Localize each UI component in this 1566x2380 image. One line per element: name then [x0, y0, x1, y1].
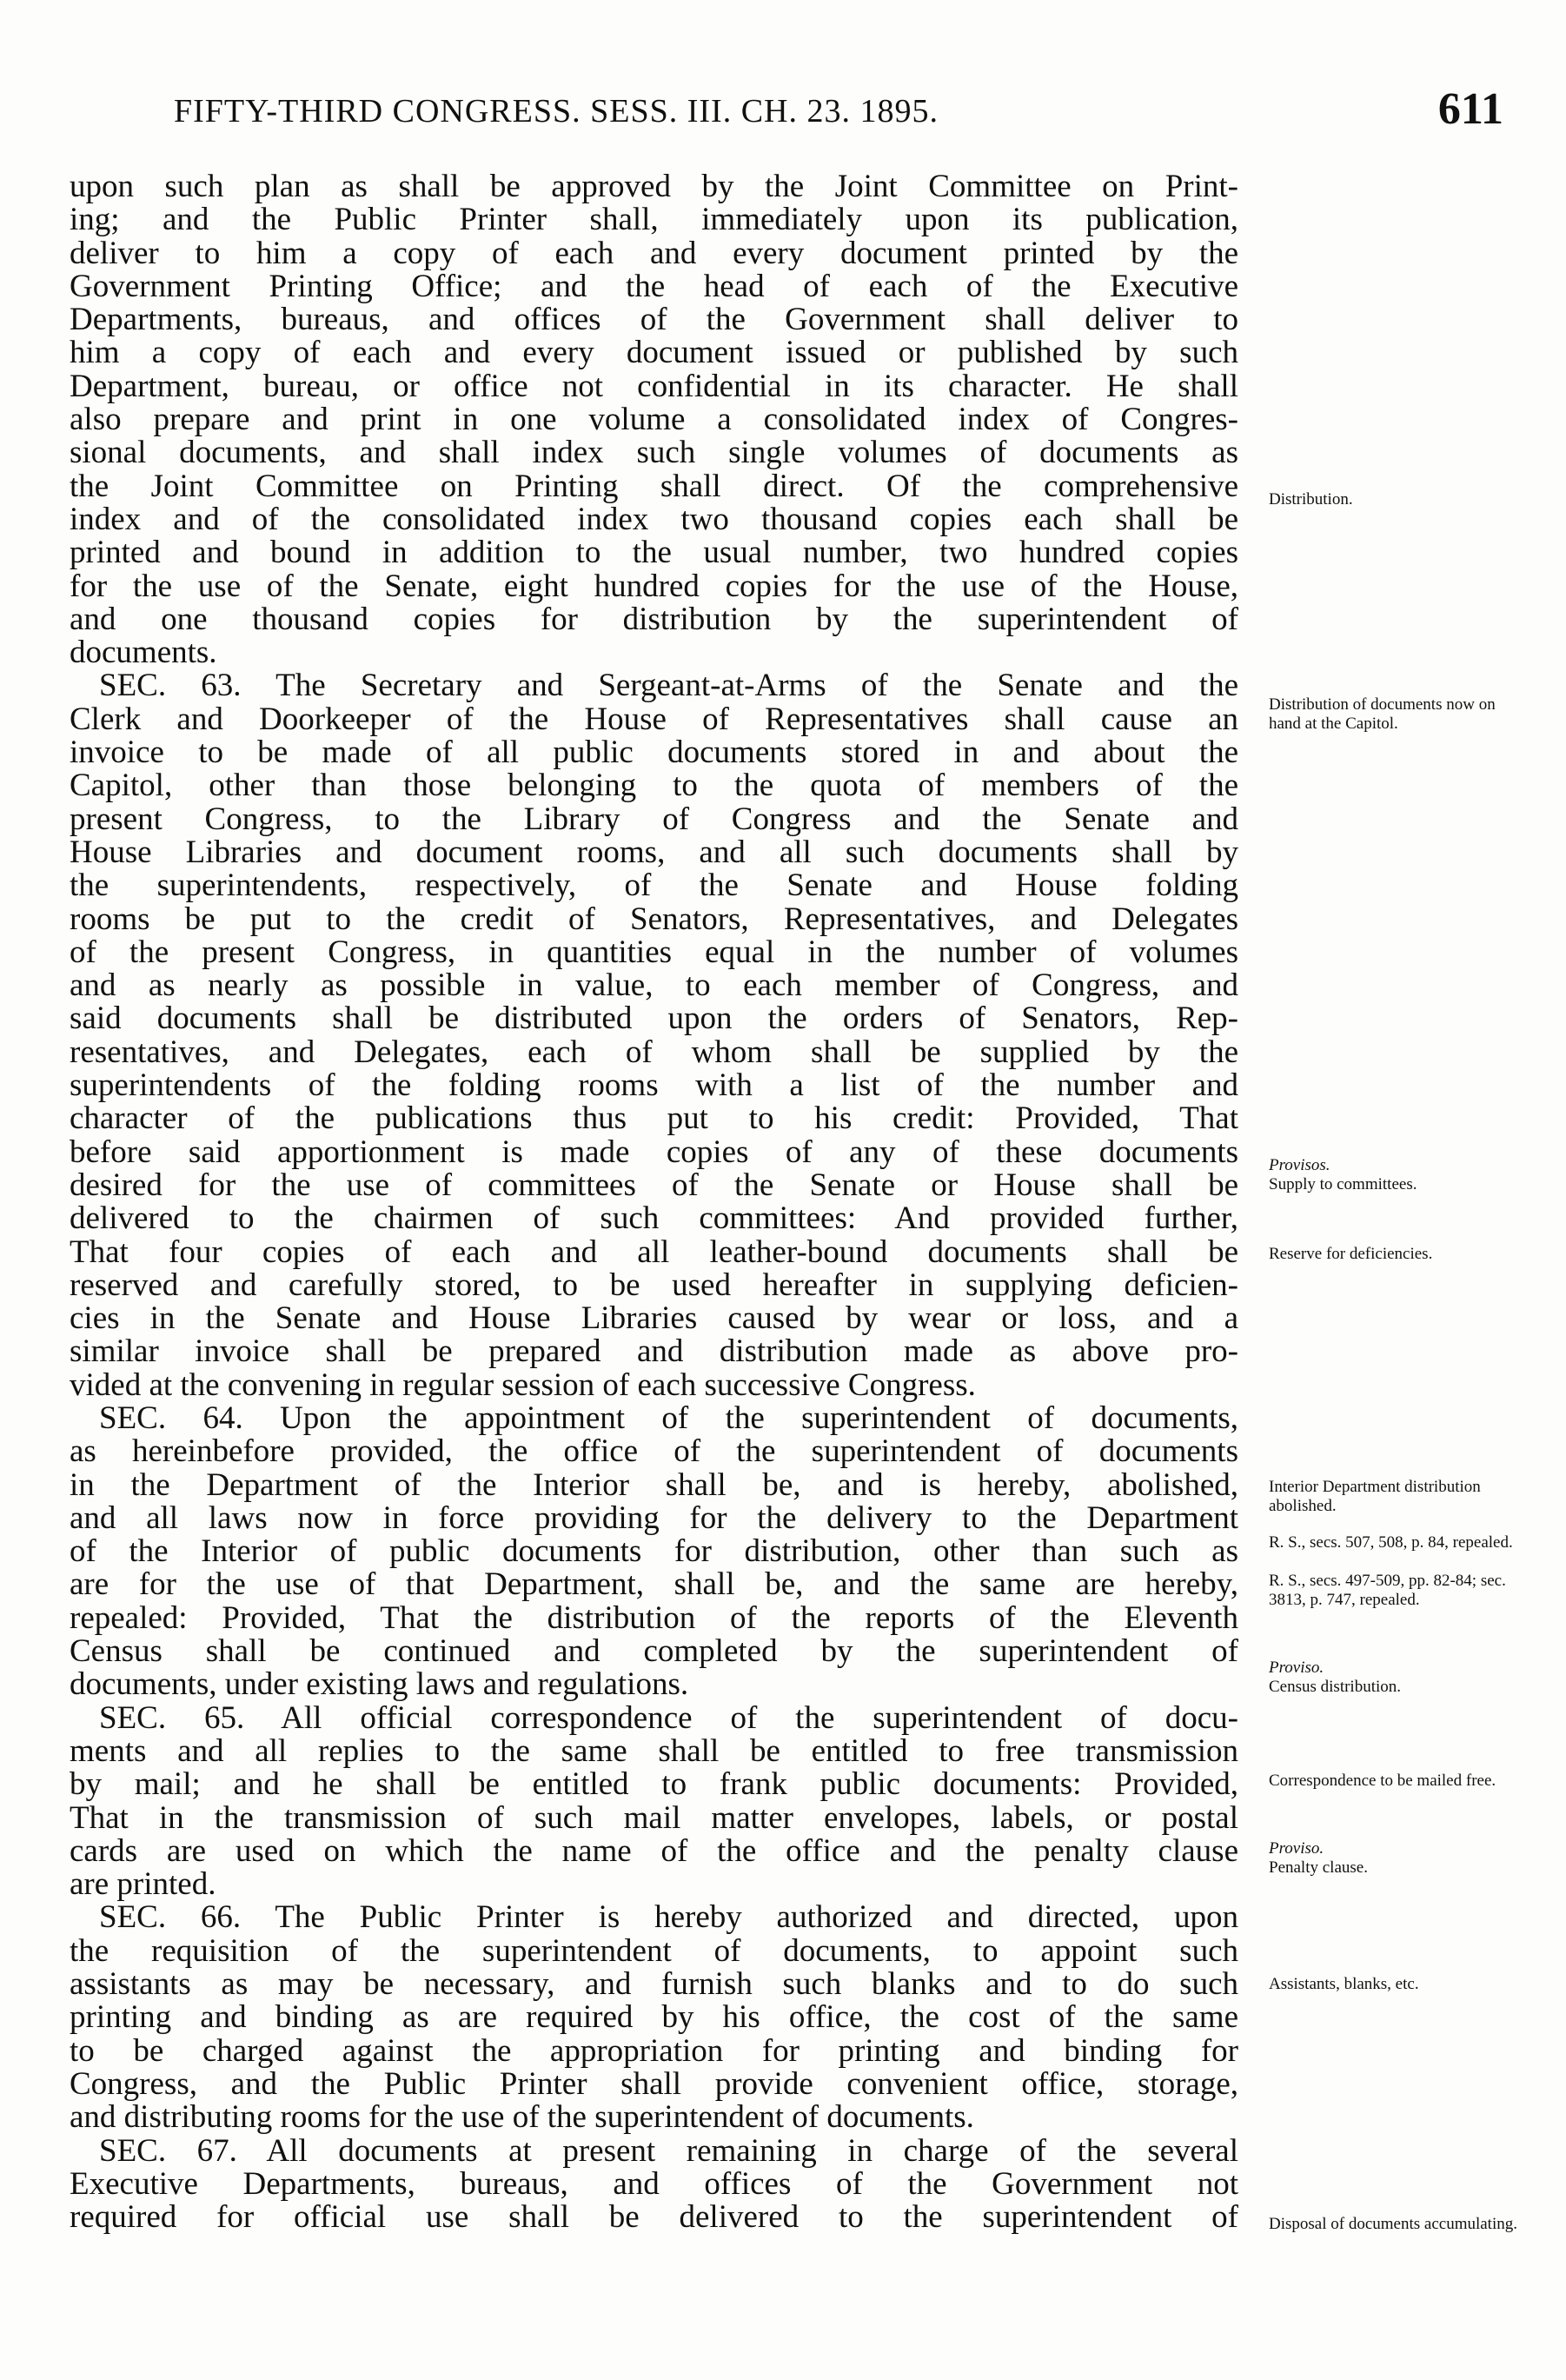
text-line: the Joint Committee on Printing shall direct. Of the comprehensive [70, 469, 1238, 503]
text-line: That in the transmission of such mail matter envelopes, labels, or postal [70, 1801, 1238, 1835]
margin-note-assistants: Assistants, blanks, etc. [1269, 1975, 1419, 1993]
text-line: and all laws now in force providing for the delivery to the Department [70, 1501, 1238, 1536]
text-line: him a copy of each and every document issued or published by such [70, 336, 1238, 370]
text-line: rooms be put to the credit of Senators, Representatives, and Delegates [70, 902, 1238, 936]
text-line: Clerk and Doorkeeper of the House of Representatives shall cause an [70, 702, 1238, 737]
margin-note-proviso: Proviso. [1269, 1659, 1324, 1677]
text-line: Government Printing Office; and the head of each of the Executive [70, 269, 1238, 304]
margin-note-census: Census distribution. [1269, 1678, 1402, 1696]
text-line: and one thousand copies for distribution by the superintendent of [70, 602, 1238, 637]
margin-note-provisos: Provisos. [1269, 1156, 1330, 1174]
margin-note-reserve: Reserve for deficiencies. [1269, 1245, 1433, 1263]
margin-note-distribution-capitol: Distribution of documents now on hand at the Capitol. [1269, 695, 1496, 733]
section-67-start: SEC. 67. All documents at present remaining in charge of the several [99, 2134, 1238, 2168]
text-line: present Congress, to the Library of Congress and the Senate and [70, 802, 1238, 836]
text-line: of the present Congress, in quantities equal in the number of volumes [70, 935, 1238, 970]
text-line: documents, under existing laws and regulations. [70, 1668, 689, 1702]
text-line: similar invoice shall be prepared and distribution made as above pro- [70, 1335, 1238, 1369]
section-63-start: SEC. 63. The Secretary and Sergeant-at-Arms of the Senate and the [99, 669, 1238, 703]
text-line: the requisition of the superintendent of documents, to appoint such [70, 1934, 1238, 1969]
text-line: are for the use of that Department, shall be, and the same are hereby, [70, 1568, 1238, 1602]
text-line: and as nearly as possible in value, to each member of Congress, and [70, 969, 1238, 1003]
text-line: for the use of the Senate, eight hundred copies for the use of the House, [70, 569, 1238, 603]
running-head: FIFTY-THIRD CONGRESS. SESS. III. CH. 23. 1895. [174, 93, 939, 130]
text-line: Department, bureau, or office not confidential in its character. He shall [70, 369, 1238, 404]
text-line: cards are used on which the name of the office and the penalty clause [70, 1834, 1238, 1869]
text-line: invoice to be made of all public documents stored in and about the [70, 736, 1238, 770]
text-line: and distributing rooms for the use of the superintendent of documents. [70, 2101, 974, 2135]
text-line: before said apportionment is made copies of any of these documents [70, 1135, 1238, 1169]
text-line: of the Interior of public documents for distribution, other than such as [70, 1535, 1238, 1569]
text-line: upon such plan as shall be approved by the Joint Committee on Print- [70, 170, 1238, 204]
text-line: repealed: Provided, That the distribution of the reports of the Eleventh [70, 1601, 1238, 1636]
margin-note-supply-committees: Supply to committees. [1269, 1175, 1417, 1193]
margin-note-penalty: Penalty clause. [1269, 1858, 1368, 1877]
text-line: the superintendents, respectively, of the Senate and House folding [70, 869, 1238, 903]
text-line: vided at the convening in regular session of each successive Congress. [70, 1368, 976, 1402]
text-line: printing and binding as are required by his office, the cost of the same [70, 2001, 1238, 2035]
text-line: as hereinbefore provided, the office of the superintendent of documents [70, 1435, 1238, 1469]
section-64-start: SEC. 64. Upon the appointment of the superintendent of documents, [99, 1401, 1238, 1436]
margin-note-distribution: Distribution. [1269, 490, 1353, 509]
text-line: deliver to him a copy of each and every document printed by the [70, 236, 1238, 270]
page-number: 611 [1437, 84, 1503, 134]
text-line: That four copies of each and all leather-bound documents shall be [70, 1235, 1238, 1269]
text-line: delivered to the chairmen of such committees: And provided further, [70, 1202, 1238, 1236]
page-header [104, 76, 1503, 137]
text-line: ments and all replies to the same shall be entitled to free transmission [70, 1734, 1238, 1769]
text-line: cies in the Senate and House Libraries caused by wear or loss, and a [70, 1302, 1238, 1336]
text-line: printed and bound in addition to the usual number, two hundred copies [70, 536, 1238, 570]
text-line: required for official use shall be delivered to the superintendent of [70, 2201, 1238, 2235]
margin-note-correspondence: Correspondence to be mailed free. [1269, 1772, 1496, 1790]
text-line: superintendents of the folding rooms with a list of the number and [70, 1069, 1238, 1103]
text-line: documents. [70, 636, 217, 670]
section-66-start: SEC. 66. The Public Printer is hereby authorized and directed, upon [99, 1901, 1238, 1935]
text-line: to be charged against the appropriation for printing and binding for [70, 2034, 1238, 2068]
text-line: reserved and carefully stored, to be used hereafter in supplying deficien- [70, 1268, 1238, 1303]
statute-body [70, 170, 1238, 2234]
text-line: in the Department of the Interior shall be, and is hereby, abolished, [70, 1468, 1238, 1502]
margin-note-proviso-2: Proviso. [1269, 1839, 1324, 1858]
text-line: desired for the use of committees of the Senate or House shall be [70, 1168, 1238, 1203]
text-line: Capitol, other than those belonging to the quota of members of the [70, 769, 1238, 803]
text-line: Congress, and the Public Printer shall provide convenient office, storage, [70, 2067, 1238, 2102]
margin-note-disposal: Disposal of documents accumulating. [1269, 2215, 1517, 2233]
text-line: ing; and the Public Printer shall, immediately upon its publication, [70, 203, 1238, 237]
text-line: Departments, bureaus, and offices of the Government shall deliver to [70, 303, 1238, 337]
text-line: by mail; and he shall be entitled to frank public documents: Provided, [70, 1768, 1238, 1802]
text-line: also prepare and print in one volume a consolidated index of Congres- [70, 403, 1238, 437]
text-line: character of the publications thus put to his credit: Provided, That [70, 1102, 1238, 1136]
margin-note-rs-497: R. S., secs. 497-509, pp. 82-84; sec. 3813, p. 747, repealed. [1269, 1572, 1506, 1609]
margin-note-rs-507: R. S., secs. 507, 508, p. 84, repealed. [1269, 1533, 1513, 1552]
text-line: Executive Departments, bureaus, and offices of the Government not [70, 2167, 1238, 2202]
text-line: are printed. [70, 1868, 216, 1902]
text-line: said documents shall be distributed upon the orders of Senators, Rep- [70, 1002, 1238, 1036]
text-line: House Libraries and document rooms, and all such documents shall by [70, 835, 1238, 870]
text-line: assistants as may be necessary, and furnish such blanks and to do such [70, 1968, 1238, 2002]
margin-note-interior-abolished: Interior Department distribution abolished. [1269, 1478, 1481, 1515]
text-line: index and of the consolidated index two thousand copies each shall be [70, 502, 1238, 537]
text-line: resentatives, and Delegates, each of whom shall be supplied by the [70, 1035, 1238, 1070]
text-line: Census shall be continued and completed by the superintendent of [70, 1635, 1238, 1669]
text-line: sional documents, and shall index such single volumes of documents as [70, 436, 1238, 470]
section-65-start: SEC. 65. All official correspondence of the superintendent of docu- [99, 1701, 1238, 1735]
